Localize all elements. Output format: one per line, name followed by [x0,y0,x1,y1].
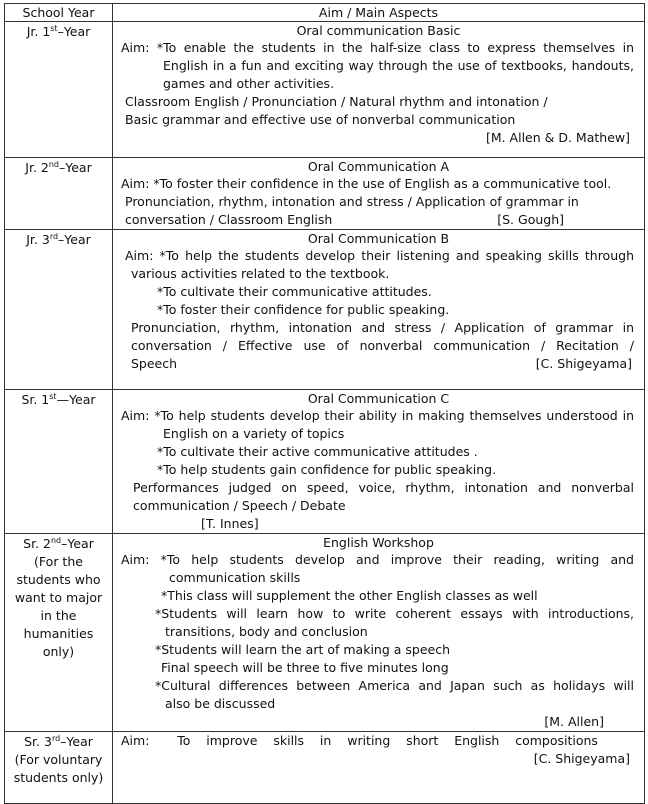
aspects-line: communication / Speech / Debate [133,498,346,513]
aim-line: Aim: *To help the students develop their listening and speaking skills through [125,248,634,263]
aim-line: *Cultural differences between America and Japan such as holidays will [155,678,634,693]
school-year-cell [5,158,113,230]
aim-line: *To cultivate their communicative attitudes. [157,284,432,299]
aim-line: games and other activities. [163,76,335,91]
course-title: Oral Communication B [307,231,450,246]
aim-line: Final speech will be three to five minutes long [161,660,449,675]
aim-cell [113,158,645,230]
aim-line: *To help students gain confidence for public speaking. [157,462,497,477]
year-label: Jr. 1st–Year [26,24,91,39]
aim-line: Aim: *To help students develop and improve their reading, writing and [121,552,634,567]
school-year-cell [5,732,113,804]
year-label: Sr. 1st—Year [21,392,96,407]
aim-line: various activities related to the textbook. [131,266,390,281]
aim-line: transitions, body and conclusion [165,624,368,639]
aspects-line: Basic grammar and effective use of nonverbal communication [125,112,516,127]
aim-line: also be discussed [165,696,276,711]
aim-line: Aim: *To enable the students in the half-size class to express themselves in [121,40,634,55]
table-row [5,22,645,158]
school-year-cell [5,230,113,390]
instructor-ref: [M. Allen & D. Mathew] [485,130,630,145]
course-title: English Workshop [323,535,434,550]
aspects-line: Performances judged on speed, voice, rhythm, intonation and nonverbal [133,480,634,495]
curriculum-table [4,3,645,804]
aspects-line: Pronunciation, rhythm, intonation and stress / Application of grammar in [131,320,634,335]
aim-line: *To foster their confidence for public speaking. [157,302,450,317]
aim-line: Aim: To improve skills in writing short English compositions [121,733,598,748]
table-row [5,230,645,390]
year-note: students who [16,572,101,587]
aim-line: *Students will learn the art of making a speech [155,642,451,657]
aim-line: Aim: *To foster their confidence in the use of English as a communicative tool. [121,176,612,191]
instructor-ref: [T. Innes] [201,516,259,531]
course-title: Oral Communication A [307,159,450,174]
aim-line: Aim: *To help students develop their ability in making themselves understood in [121,408,634,423]
table-row [5,158,645,230]
year-note: humanities [23,626,94,641]
year-label: Jr. 2nd–Year [25,160,92,175]
aspects-line: conversation / Classroom English [S. Gough] [125,212,564,227]
instructor-ref: [S. Gough] [497,212,564,227]
header-aim: Aim / Main Aspects [113,4,645,22]
aim-line: English in a fun and exciting way through the use of textbooks, handouts, [163,58,634,73]
year-label: Sr. 3rd–Year [24,734,93,749]
aim-cell [113,390,645,534]
header-school-year: School Year [5,4,113,22]
aspects-line: Pronunciation, rhythm, intonation and stress / Application of grammar in [125,194,579,209]
course-title: Oral communication Basic [296,23,461,38]
aim-line: *To cultivate their active communicative attitudes . [157,444,478,459]
instructor-ref: [C. Shigeyama] [535,356,632,371]
aim-line: *This class will supplement the other English classes as well [161,588,538,603]
year-note: (For voluntary [14,752,103,767]
aim-cell [113,732,645,804]
year-label: Jr. 3rd–Year [26,232,91,247]
course-title: Oral Communication C [307,391,450,406]
instructor-ref: [C. Shigeyama] [533,751,630,766]
curriculum-document [4,3,644,804]
school-year-cell [5,534,113,732]
year-note: want to major [14,590,103,605]
aspects-line: Classroom English / Pronunciation / Natural rhythm and intonation / [125,94,548,109]
header-row [5,4,645,22]
aim-line: communication skills [169,570,301,585]
table-row [5,390,645,534]
aim-line: *Students will learn how to write coherent essays with introductions, [155,606,634,621]
aspects-line: conversation / Effective use of nonverbal communication / Recitation / [131,338,634,353]
year-note: in the [40,608,77,623]
year-note: students only) [13,770,104,785]
instructor-ref: [M. Allen] [544,714,604,729]
table-row [5,534,645,732]
aim-cell [113,230,645,390]
year-note: only) [42,644,75,659]
school-year-cell [5,22,113,158]
table-row [5,732,645,804]
year-note: (For the [34,554,83,569]
aspects-line: Speech [C. Shigeyama] [131,356,632,371]
year-label: Sr. 2nd–Year [23,536,94,551]
school-year-cell [5,390,113,534]
aim-line: English on a variety of topics [163,426,345,441]
aim-cell [113,22,645,158]
aim-cell [113,534,645,732]
